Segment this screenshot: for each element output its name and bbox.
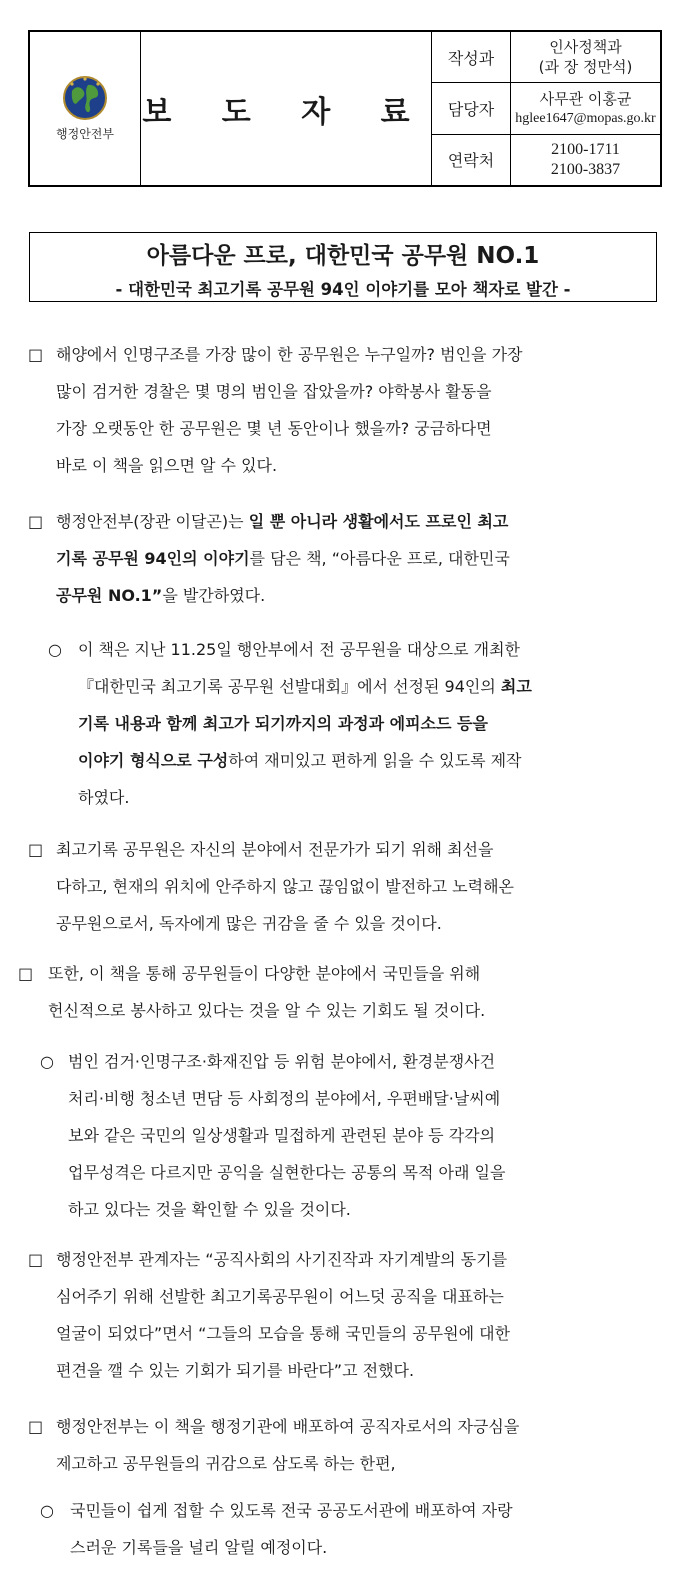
paragraph-4 — [28, 831, 514, 942]
ministry-logo — [30, 75, 140, 142]
paragraph-line: 보와 같은 국민의 일상생활과 밀접하게 관련된 분야 등 각각의 — [68, 1126, 496, 1145]
org-name: 행정안전부 — [56, 127, 114, 141]
paragraph-line: 범인 검거·인명구조·화재진압 등 위험 분야에서, 환경분쟁사건 — [68, 1052, 496, 1071]
paragraph-line: 기록 공무원 94인의 이야기를 담은 책, “아름다운 프로, 대한민국 — [56, 549, 510, 568]
paragraph-line: 공무원으로서, 독자에게 많은 귀감을 줄 수 있을 것이다. — [56, 914, 442, 933]
paragraph-line: 이야기 형식으로 구성하여 재미있고 편하게 읽을 수 있도록 제작 — [78, 751, 522, 770]
paragraph-2 — [28, 503, 510, 614]
headline: 아름다운 프로, 대한민국 공무원 NO.1 — [146, 243, 540, 269]
dept-name: 인사정책과 — [549, 38, 622, 57]
phone-value — [511, 134, 662, 186]
paragraph-3 — [48, 631, 532, 816]
square-bullet: □ — [28, 1417, 44, 1436]
paragraph-8 — [28, 1408, 519, 1482]
square-bullet: □ — [18, 964, 34, 983]
paragraph-line: 또한, 이 책을 통해 공무원들이 다양한 분야에서 국민들을 위해 — [48, 964, 481, 983]
paragraph-line: 스러운 기록들을 널리 알릴 예정이다. — [70, 1538, 328, 1557]
paragraph-line: 행정안전부 관계자는 “공직사회의 사기진작과 자기계발의 동기를 — [56, 1250, 508, 1269]
paragraph-1 — [28, 336, 523, 484]
paragraph-line: 업무성격은 다르지만 공익을 실현한다는 공통의 목적 아래 일을 — [68, 1163, 506, 1182]
contact-person-value — [511, 83, 662, 134]
phone-number-1: 2100-1711 — [551, 140, 620, 158]
square-bullet: □ — [28, 1250, 44, 1269]
circle-bullet: ○ — [40, 1501, 54, 1520]
paragraph-line: 최고기록 공무원은 자신의 분야에서 전문가가 되기 위해 최선을 — [56, 840, 494, 859]
paragraph-line: 하고 있다는 것을 확인할 수 있을 것이다. — [68, 1200, 351, 1219]
phone-number-2: 2100-3837 — [550, 160, 621, 178]
paragraph-line: 행정안전부는 이 책을 행정기관에 배포하여 공직자로서의 자긍심을 — [56, 1417, 520, 1436]
paragraph-line: 공무원 NO.1”을 발간하였다. — [56, 586, 266, 605]
circle-bullet: ○ — [40, 1052, 54, 1071]
paragraph-line: 얼굴이 되었다”면서 “그들의 모습을 통해 국민들의 공무원에 대한 — [56, 1324, 511, 1343]
paragraph-line: 헌신적으로 봉사하고 있다는 것을 알 수 있는 기회도 될 것이다. — [48, 1001, 486, 1020]
paragraph-6 — [40, 1043, 505, 1228]
paragraph-line: 바로 이 책을 읽으면 알 수 있다. — [56, 456, 278, 475]
paragraph-line: 기록 내용과 함께 최고가 되기까지의 과정과 에피소드 등을 — [78, 714, 488, 733]
contact-person-name: 사무관 이홍균 — [539, 89, 632, 108]
square-bullet: □ — [28, 512, 44, 531]
paragraph-line: 이 책은 지난 11.25일 행안부에서 전 공무원을 대상으로 개최한 — [78, 640, 520, 659]
paragraph-9 — [40, 1492, 513, 1566]
author-dept-label: 작성과 — [432, 31, 511, 83]
square-bullet: □ — [28, 345, 44, 364]
globe-emblem-icon — [62, 75, 108, 121]
document-title: 보 도 자 료 — [141, 31, 432, 186]
paragraph-line: 『대한민국 최고기록 공무원 선발대회』에서 선정된 94인의 최고 — [78, 677, 532, 696]
paragraph-line: 국민들이 쉽게 접할 수 있도록 전국 공공도서관에 배포하여 자랑 — [70, 1501, 513, 1520]
square-bullet: □ — [28, 840, 44, 859]
paragraph-line: 제고하고 공무원들의 귀감으로 삼도록 하는 한편, — [56, 1454, 396, 1473]
logo-cell — [29, 31, 141, 186]
paragraph-line: 해양에서 인명구조를 가장 많이 한 공무원은 누구일까? 범인을 가장 — [56, 345, 523, 364]
paragraph-5 — [18, 955, 485, 1029]
paragraph-line: 많이 검거한 경찰은 몇 명의 범인을 잡았을까? 야학봉사 활동을 — [56, 382, 492, 401]
paragraph-line: 편견을 깰 수 있는 기회가 되기를 바란다”고 전했다. — [56, 1361, 415, 1380]
phone-label: 연락처 — [432, 134, 511, 186]
dept-head: (과 장 정만석) — [538, 58, 633, 77]
paragraph-line: 처리·비행 청소년 면담 등 사회정의 분야에서, 우편배달·날씨예 — [68, 1089, 501, 1108]
contact-email-link[interactable]: hglee1647@mopas.go.kr — [515, 110, 656, 126]
headline-box — [29, 232, 657, 302]
contact-person-label: 담당자 — [432, 83, 511, 134]
author-dept-value — [511, 31, 662, 83]
press-release-header — [28, 30, 662, 187]
paragraph-line: 행정안전부(장관 이달곤)는 일 뿐 아니라 생활에서도 프로인 최고 — [56, 512, 509, 531]
paragraph-line: 가장 오랫동안 한 공무원은 몇 년 동안이나 했을까? 궁금하다면 — [56, 419, 492, 438]
paragraph-line: 심어주기 위해 선발한 최고기록공무원이 어느덧 공직을 대표하는 — [56, 1287, 504, 1306]
paragraph-line: 다하고, 현재의 위치에 안주하지 않고 끊임없이 발전하고 노력해온 — [56, 877, 515, 896]
circle-bullet: ○ — [48, 640, 62, 659]
paragraph-line: 하였다. — [78, 788, 130, 807]
subheadline: - 대한민국 최고기록 공무원 94인 이야기를 모아 책자로 발간 - — [115, 280, 571, 299]
paragraph-7 — [28, 1241, 510, 1389]
